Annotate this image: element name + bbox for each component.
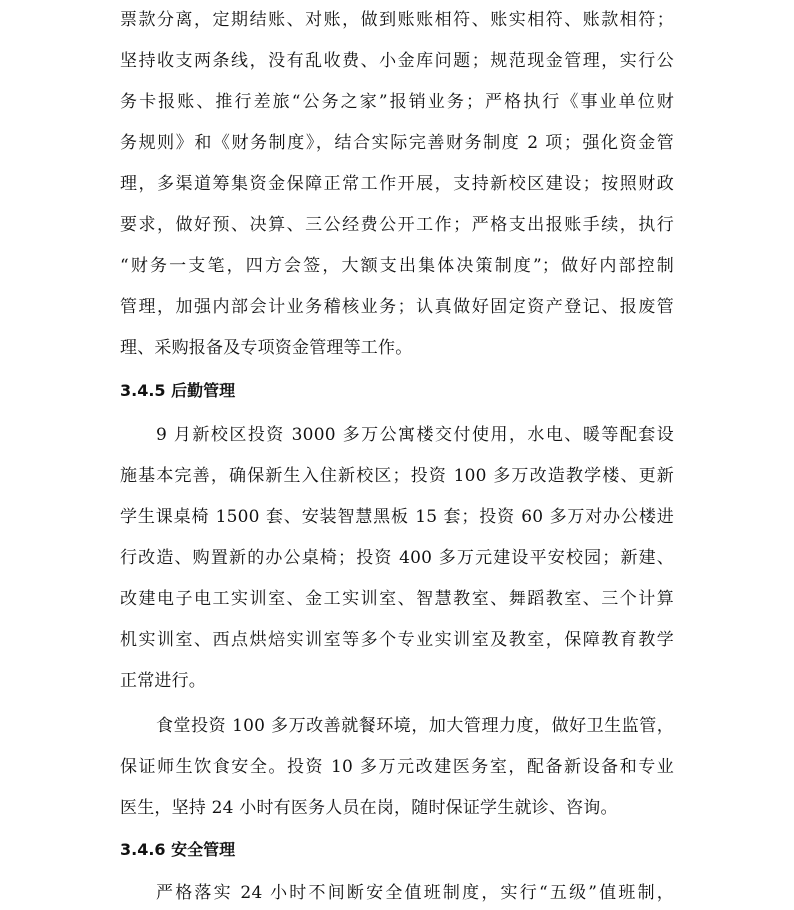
section-heading-logistics: 3.4.5 后勤管理 xyxy=(120,381,236,400)
text-line: 理，多渠道筹集资金保障正常工作开展，支持新校区建设；按照财政 xyxy=(120,174,674,194)
text-line: 施基本完善，确保新生入住新校区；投资 100 多万改造教学楼、更新 xyxy=(120,466,674,486)
text-line: 务卡报账、推行差旅“公务之家”报销业务；严格执行《事业单位财 xyxy=(120,92,674,112)
text-line: 要求，做好预、决算、三公经费公开工作；严格支出报账手续，执行 xyxy=(120,215,674,235)
text-line: 保证师生饮食安全。投资 10 多万元改建医务室，配备新设备和专业 xyxy=(120,757,674,777)
text-line: 医生，坚持 24 小时有医务人员在岗，随时保证学生就诊、咨询。 xyxy=(120,798,618,818)
text-line: 学生课桌椅 1500 套、安装智慧黑板 15 套；投资 60 多万对办公楼进 xyxy=(120,507,674,527)
text-line: 9 月新校区投资 3000 多万公寓楼交付使用，水电、暖等配套设 xyxy=(156,425,674,445)
text-line: 食堂投资 100 多万改善就餐环境，加大管理力度，做好卫生监管， xyxy=(156,716,674,736)
text-line: 管理，加强内部会计业务稽核业务；认真做好固定资产登记、报废管 xyxy=(120,297,674,317)
text-line: 机实训室、西点烘焙实训室等多个专业实训室及教室，保障教育教学 xyxy=(120,630,674,650)
text-line: “财务一支笔，四方会签，大额支出集体决策制度”；做好内部控制 xyxy=(120,256,674,276)
text-line: 务规则》和《财务制度》，结合实际完善财务制度 2 项；强化资金管 xyxy=(120,133,674,153)
text-line: 严格落实 24 小时不间断安全值班制度，实行“五级”值班制， xyxy=(156,883,674,903)
text-line: 理、采购报备及专项资金管理等工作。 xyxy=(120,338,413,358)
text-line: 正常进行。 xyxy=(120,671,206,691)
text-line: 改建电子电工实训室、金工实训室、智慧教室、舞蹈教室、三个计算 xyxy=(120,589,674,609)
text-line: 坚持收支两条线，没有乱收费、小金库问题；规范现金管理，实行公 xyxy=(120,51,674,71)
text-line: 行改造、购置新的办公桌椅；投资 400 多万元建设平安校园；新建、 xyxy=(120,548,674,568)
section-heading-safety: 3.4.6 安全管理 xyxy=(120,840,236,859)
text-line: 票款分离，定期结账、对账，做到账账相符、账实相符、账款相符； xyxy=(120,10,674,30)
